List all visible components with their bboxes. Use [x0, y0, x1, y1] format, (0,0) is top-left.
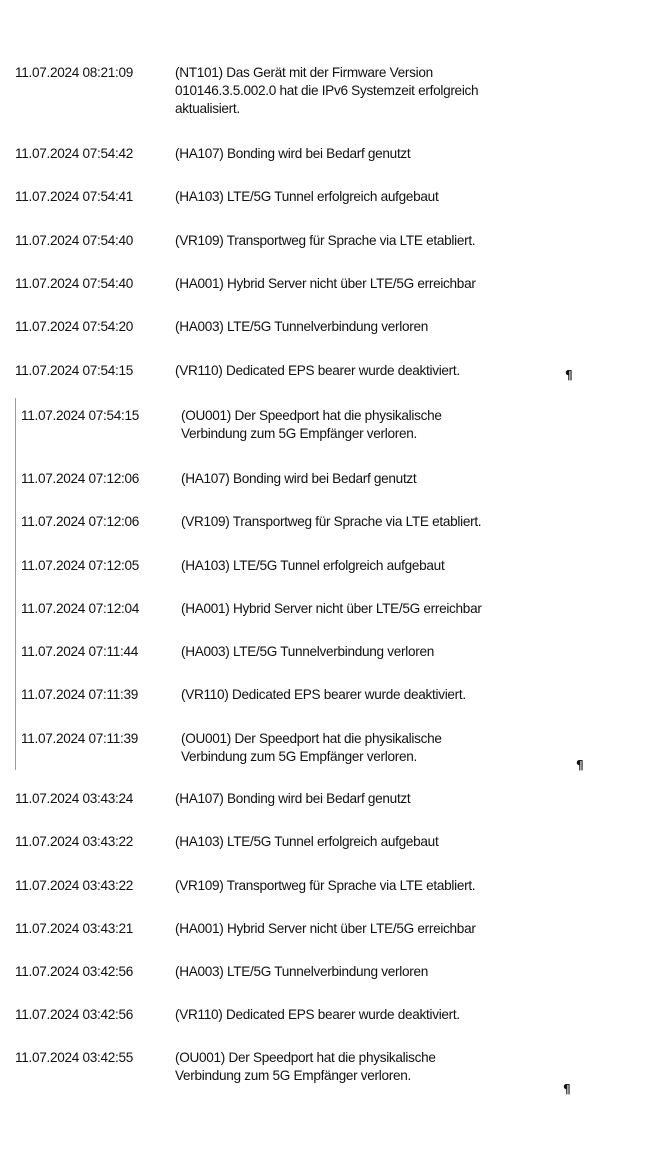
log-timestamp: 11.07.2024 07:54:20: [15, 319, 134, 334]
log-timestamp: 11.07.2024 03:42:56: [15, 964, 134, 979]
log-message: [181, 557, 561, 575]
log-message: [175, 64, 555, 118]
log-message-line: (VR110) Dedicated EPS bearer wurde deaktiviert.: [175, 1007, 460, 1022]
log-message: [181, 686, 561, 704]
log-message-line: (VR109) Transportweg für Sprache via LTE etabliert.: [175, 233, 476, 248]
log-timestamp: 11.07.2024 08:21:09: [15, 65, 134, 80]
log-message-line: (HA001) Hybrid Server nicht über LTE/5G erreichbar: [175, 276, 476, 291]
log-message: [181, 643, 561, 661]
log-timestamp: 11.07.2024 07:12:05: [21, 558, 140, 573]
log-message-line: (OU001) Der Speedport hat die physikalische: [181, 408, 442, 423]
log-message: [175, 275, 555, 293]
log-message: [175, 963, 555, 981]
log-message: [181, 513, 561, 531]
log-message-line: (VR109) Transportweg für Sprache via LTE etabliert.: [181, 514, 482, 529]
log-message-line: (HA001) Hybrid Server nicht über LTE/5G erreichbar: [175, 921, 476, 936]
log-timestamp: 11.07.2024 03:43:21: [15, 921, 134, 936]
log-message-line: (HA103) LTE/5G Tunnel erfolgreich aufgebaut: [181, 558, 445, 573]
log-message: [175, 318, 555, 336]
log-timestamp: 11.07.2024 03:42:55: [15, 1050, 134, 1065]
log-timestamp: 11.07.2024 07:54:42: [15, 146, 134, 161]
log-message-line: (HA103) LTE/5G Tunnel erfolgreich aufgebaut: [175, 834, 439, 849]
log-message-line: (VR110) Dedicated EPS bearer wurde deaktiviert.: [181, 687, 466, 702]
log-timestamp: 11.07.2024 07:54:41: [15, 189, 134, 204]
log-message: [181, 730, 561, 766]
log-message: [175, 1049, 555, 1085]
log-message-line: Verbindung zum 5G Empfänger verloren.: [181, 749, 417, 764]
log-message-line: (VR109) Transportweg für Sprache via LTE etabliert.: [175, 878, 476, 893]
log-message-line: aktualisiert.: [175, 101, 240, 116]
log-timestamp: 11.07.2024 03:43:22: [15, 878, 134, 893]
log-message: [175, 1006, 555, 1024]
log-timestamp: 11.07.2024 07:12:06: [21, 471, 140, 486]
log-message-line: Verbindung zum 5G Empfänger verloren.: [181, 426, 417, 441]
log-message-line: (OU001) Der Speedport hat die physikalische: [181, 731, 442, 746]
log-timestamp: 11.07.2024 03:43:22: [15, 834, 134, 849]
pilcrow-mark: ¶: [565, 368, 573, 382]
log-message-line: (VR110) Dedicated EPS bearer wurde deaktiviert.: [175, 363, 460, 378]
log-timestamp: 11.07.2024 07:11:39: [21, 687, 139, 702]
log-timestamp: 11.07.2024 07:54:15: [21, 408, 140, 423]
log-message: [175, 833, 555, 851]
log-timestamp: 11.07.2024 07:54:15: [15, 363, 134, 378]
log-timestamp: 11.07.2024 07:11:39: [21, 731, 139, 746]
log-timestamp: 11.07.2024 07:54:40: [15, 233, 134, 248]
log-message: [181, 470, 561, 488]
log-message-line: (HA001) Hybrid Server nicht über LTE/5G erreichbar: [181, 601, 482, 616]
log-timestamp: 11.07.2024 07:11:44: [21, 644, 139, 659]
log-message: [175, 920, 555, 938]
log-message-line: (HA107) Bonding wird bei Bedarf genutzt: [175, 146, 411, 161]
log-timestamp: 11.07.2024 03:43:24: [15, 791, 134, 806]
indent-marker-line: [15, 398, 16, 770]
log-message-line: (HA107) Bonding wird bei Bedarf genutzt: [181, 471, 417, 486]
log-timestamp: 11.07.2024 07:12:04: [21, 601, 140, 616]
log-message-line: (HA003) LTE/5G Tunnelverbindung verloren: [175, 319, 428, 334]
log-message-line: (HA003) LTE/5G Tunnelverbindung verloren: [181, 644, 434, 659]
log-message: [175, 145, 555, 163]
log-message: [181, 407, 561, 443]
log-timestamp: 11.07.2024 03:42:56: [15, 1007, 134, 1022]
log-message-line: 010146.3.5.002.0 hat die IPv6 Systemzeit erfolgreich: [175, 83, 479, 98]
log-message: [175, 232, 555, 250]
pilcrow-mark: ¶: [563, 1082, 571, 1096]
log-timestamp: 11.07.2024 07:54:40: [15, 276, 134, 291]
log-message: [175, 362, 555, 380]
pilcrow-mark: ¶: [576, 758, 584, 772]
log-message: [175, 188, 555, 206]
log-message-line: (HA003) LTE/5G Tunnelverbindung verloren: [175, 964, 428, 979]
log-timestamp: 11.07.2024 07:12:06: [21, 514, 140, 529]
log-message-line: (NT101) Das Gerät mit der Firmware Version: [175, 65, 433, 80]
log-message: [175, 790, 555, 808]
log-message-line: (HA103) LTE/5G Tunnel erfolgreich aufgebaut: [175, 189, 439, 204]
log-message-line: (HA107) Bonding wird bei Bedarf genutzt: [175, 791, 411, 806]
log-message: [181, 600, 561, 618]
log-message: [175, 877, 555, 895]
log-message-line: Verbindung zum 5G Empfänger verloren.: [175, 1068, 411, 1083]
log-message-line: (OU001) Der Speedport hat die physikalische: [175, 1050, 436, 1065]
